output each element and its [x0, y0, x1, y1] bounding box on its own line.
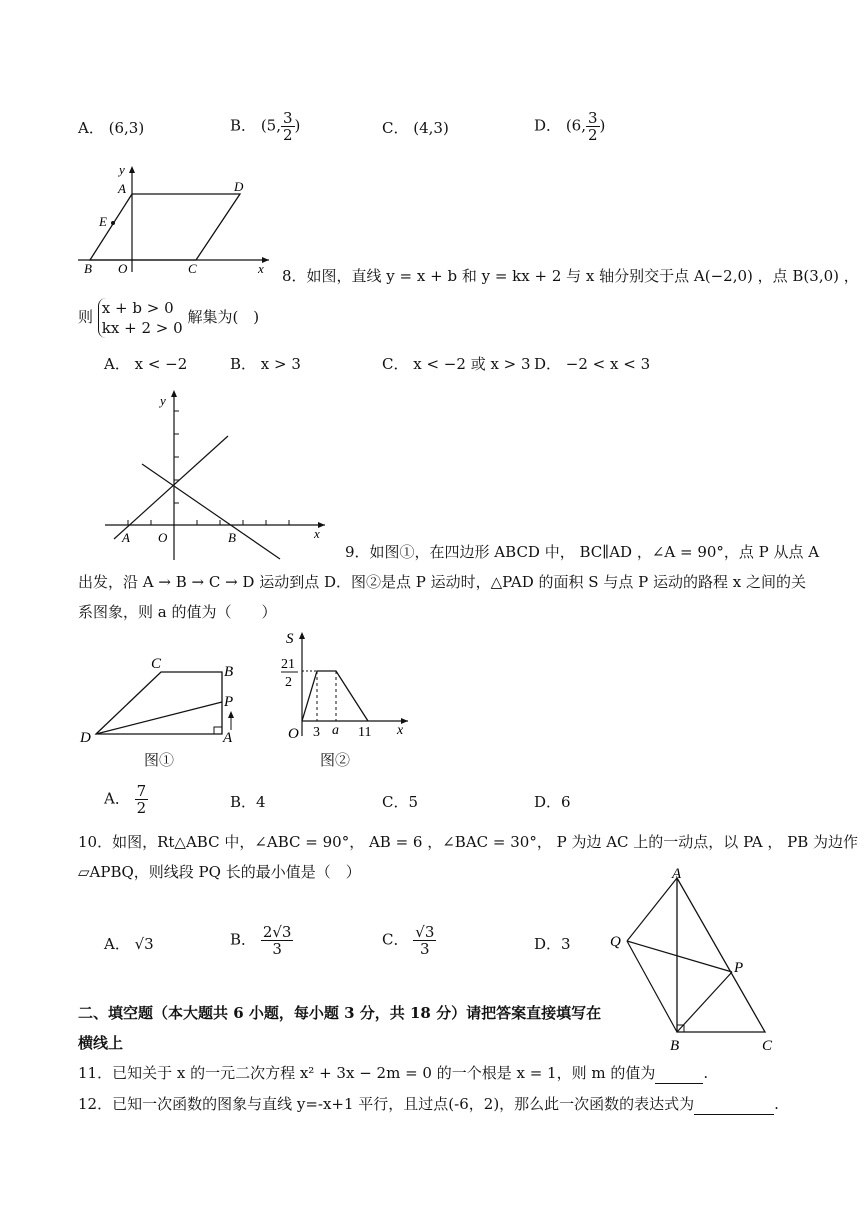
q9-option-a — [104, 783, 148, 816]
option-value-post: ) — [599, 116, 606, 135]
motion-arrowhead — [228, 711, 234, 718]
y-axis-arrow — [299, 632, 305, 639]
area-curve — [302, 671, 368, 721]
trapezoid-abcd — [96, 672, 222, 734]
q7-option-a — [78, 118, 144, 138]
label-q: Q — [610, 934, 621, 950]
fraction: $\frac{2√3}{3}$ — [262, 923, 292, 958]
label-a: A — [672, 866, 682, 882]
q11 — [78, 1063, 708, 1084]
section-2-heading-line1: 二、填空题（本大题共 6 小题，每小题 3 分，共 18 分）请把答案直接填写在 — [78, 1004, 602, 1022]
option-letter: A． — [104, 789, 130, 808]
label-b: B — [670, 1038, 680, 1054]
q9-figure-2 — [276, 626, 416, 744]
q12-period: . — [774, 1095, 779, 1113]
option-letter: B． — [230, 116, 257, 135]
q7-parallelogram-figure — [74, 160, 274, 278]
label-y: y — [160, 393, 166, 408]
parallelogram-abcd — [90, 194, 240, 260]
fraction: $\frac{7}{2}$ — [136, 782, 147, 817]
segment-qa — [627, 878, 677, 941]
fraction: $\frac{3}{2}$ — [282, 109, 293, 144]
option-letter: D． — [534, 116, 562, 135]
q11-text: 11．已知关于 x 的一元二次方程 x² + 3x − 2m = 0 的一个根是 x = 1，则 m 的值为 — [78, 1064, 656, 1082]
q7-option-b — [230, 110, 300, 143]
y-axis-arrow — [171, 390, 177, 397]
inequality-1: x + b > 0 — [101, 299, 174, 317]
q11-answer-blank[interactable] — [655, 1063, 703, 1084]
line-y-equals-x-plus-b — [114, 436, 228, 539]
section-2-heading-line2: 横线上 — [78, 1034, 124, 1052]
label-a: A — [122, 530, 130, 545]
inequality-system — [98, 298, 183, 338]
segment-dp — [96, 702, 222, 734]
q8-option-b: B． x > 3 — [230, 355, 301, 373]
option-letter: C． — [382, 119, 409, 137]
q8-line-graph-figure — [100, 388, 330, 560]
q10-figure — [605, 864, 790, 1056]
label-3: 3 — [313, 725, 320, 740]
q10-stem-line1: 10．如图，Rt△ABC 中，∠ABC = 90°， AB = 6 ，∠BAC = 30°， P 为边 AC 上的一动点，以 PA ， PB 为边作 — [78, 833, 859, 851]
label-o: O — [118, 261, 128, 276]
label-21: 21 — [281, 657, 295, 672]
q12-answer-blank[interactable] — [694, 1094, 774, 1115]
q9-stem-line2: 出发，沿 A → B → C → D 运动到点 D．图②是点 P 运动时，△PAD 的面积 S 与点 P 运动的路程 x 之间的关 — [78, 573, 806, 591]
label-11: 11 — [358, 725, 372, 740]
q12 — [78, 1094, 779, 1115]
option-value: (4,3) — [413, 119, 449, 137]
option-value: (6,3) — [108, 119, 145, 137]
label-a: a — [332, 723, 339, 738]
option-value-pre: (5, — [260, 116, 281, 135]
label-c: C — [762, 1038, 773, 1054]
label-b: B — [228, 530, 236, 545]
label-x: x — [258, 261, 264, 276]
label-x: x — [314, 526, 320, 541]
q10-option-c — [382, 924, 436, 957]
label-b: B — [84, 261, 92, 276]
label-y: y — [119, 162, 125, 177]
option-letter: A． — [104, 935, 130, 953]
label-p: P — [734, 960, 744, 976]
stem-suffix: 解集为( ) — [187, 308, 260, 326]
q8-option-a: A． x < −2 — [104, 355, 188, 373]
option-letter: B． — [230, 930, 257, 949]
q9-option-b: B．4 — [230, 793, 266, 811]
q10-option-d: D．3 — [534, 935, 571, 953]
stem-prefix: 则 — [78, 308, 94, 326]
q9-option-c: C．5 — [382, 793, 419, 811]
option-value-post: ) — [294, 116, 301, 135]
label-s: S — [286, 631, 294, 647]
q10-stem-line2: ▱APBQ，则线段 PQ 长的最小值是（ ） — [78, 863, 361, 881]
q10-option-b — [230, 924, 293, 957]
point-e — [111, 221, 115, 225]
q9-fig1-caption: 图① — [144, 751, 175, 769]
label-d: D — [234, 179, 244, 194]
fraction: $\frac{3}{2}$ — [587, 109, 598, 144]
option-letter: C． — [382, 930, 409, 949]
segment-bp — [677, 972, 732, 1032]
option-value: √3 — [134, 935, 154, 953]
y-axis-arrow — [129, 166, 135, 173]
q8-stem-line2 — [78, 298, 259, 338]
label-a: A — [118, 181, 126, 196]
label-c: C — [151, 656, 162, 672]
triangle-abc — [677, 878, 765, 1032]
option-value-pre: (6, — [565, 116, 586, 135]
segment-qb — [627, 941, 677, 1032]
option-letter: A． — [78, 119, 104, 137]
q9-fig2-caption: 图② — [320, 751, 351, 769]
right-angle-mark — [214, 727, 222, 734]
q9-option-d: D．6 — [534, 793, 571, 811]
q9-figure-1 — [76, 650, 246, 750]
q9-stem-line3: 系图象，则 a 的值为（ ） — [78, 603, 277, 621]
q10-option-a — [104, 934, 154, 954]
q12-text: 12．已知一次函数的图象与直线 y=-x+1 平行，且过点(-6，2)，那么此一次函数的表达式为 — [78, 1095, 695, 1113]
x-ticks — [128, 520, 289, 525]
label-o: O — [288, 726, 299, 742]
label-a: A — [223, 730, 233, 746]
label-e: E — [99, 214, 107, 229]
q8-option-d: D． −2 < x < 3 — [534, 355, 651, 373]
q8-stem-line1: 8．如图，直线 y = x + b 和 y = kx + 2 与 x 轴分别交于点 A(−2,0) ，点 B(3,0) ， — [282, 267, 859, 285]
label-x: x — [397, 723, 404, 738]
fraction: $\frac{√3}{3}$ — [415, 923, 435, 958]
q9-stem-line1: 9．如图①，在四边形 ABCD 中， BC∥AD ，∠A = 90°，点 P 从点 A — [345, 543, 820, 561]
q11-period: . — [703, 1064, 709, 1082]
q7-option-c — [382, 118, 449, 138]
label-b: B — [224, 664, 234, 680]
label-c: C — [188, 261, 197, 276]
label-d: D — [80, 730, 91, 746]
label-o: O — [158, 530, 168, 545]
inequality-2: kx + 2 > 0 — [101, 319, 183, 337]
q7-option-d — [534, 110, 605, 143]
q8-option-c: C． x < −2 或 x > 3 — [382, 355, 531, 373]
label-2: 2 — [285, 675, 292, 690]
label-p: P — [224, 694, 234, 710]
